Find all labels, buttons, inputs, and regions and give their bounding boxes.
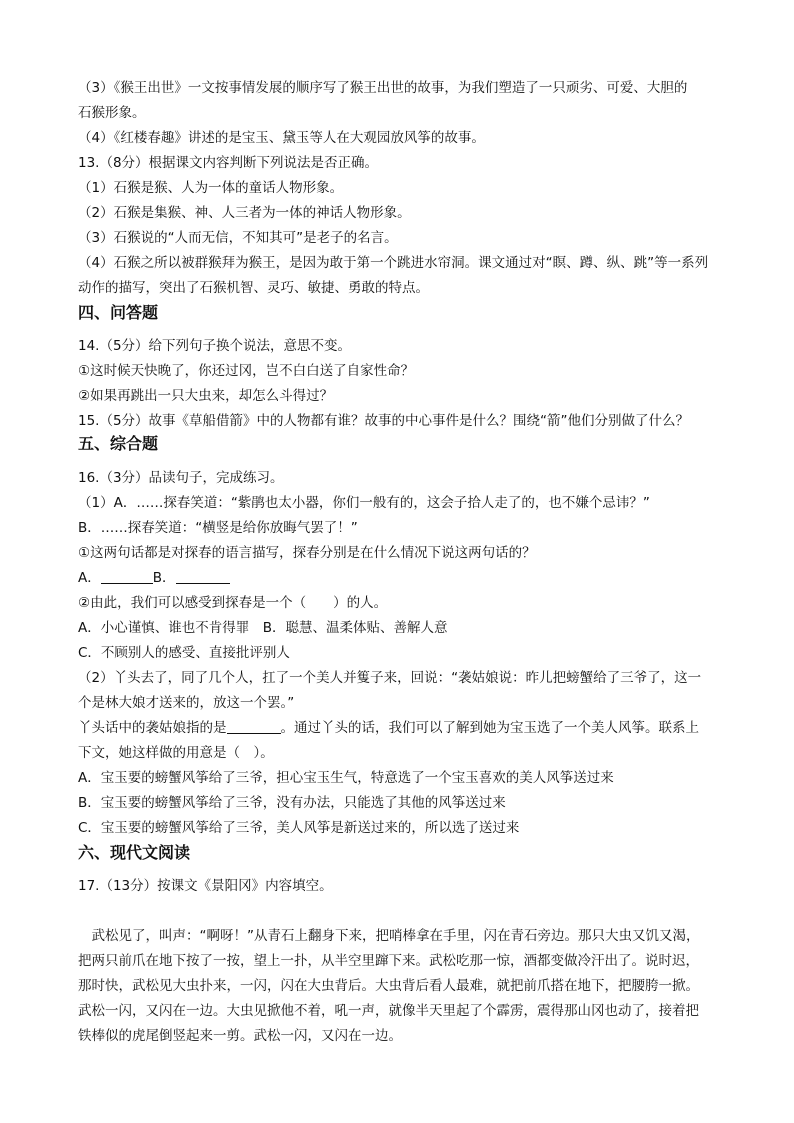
answer-blank[interactable] [227, 719, 281, 734]
passage-line: 武松一闪，又闪在一边。大虫见掀他不着，吼一声，就像半天里起了个霹雳，震得那山冈也动了，接着把 [78, 1003, 699, 1019]
text-line: ①这两句话都是对探春的语言描写，探春分别是在什么情况下说这两句话的？ [78, 545, 536, 561]
passage-line: 把两只前爪在地下按了一按，望上一扑，从半空里蹿下来。武松吃那一惊，酒都变做冷汗出了。说时迟， [78, 953, 699, 969]
text-line: （3）《猴王出世》一文按事情发展的顺序写了猴王出世的故事，为我们塑造了一只顽劣、可爱、大胆的 [78, 80, 688, 96]
question-15: 15.（5分）故事《草船借箭》中的人物都有谁？故事的中心事件是什么？围绕“箭”他们分别做了什么？ [78, 413, 690, 429]
text-line: 石猴形象。 [78, 105, 146, 121]
question-16: 16.（3分）品读句子，完成练习。 [78, 470, 284, 486]
text-line: 下文，她这样做的用意是（ ）。 [78, 745, 274, 761]
text-line: （1）石猴是猴、人为一体的童话人物形象。 [78, 180, 344, 196]
choice-line: B．宝玉要的螃蟹风筝给了三爷，没有办法，只能选了其他的风筝送过来 [78, 795, 506, 811]
text-line: （1）A．……探春笑道：“紫鹃也太小器，你们一般有的，这会子拾人走了的，也不嫌个忌讳？” [78, 495, 650, 511]
passage-line: 武松见了，叫声：“啊呀！”从青石上翻身下来，把哨棒拿在手里，闪在青石旁边。那只大虫又饥又渴， [78, 928, 700, 944]
question-13: 13.（8分）根据课文内容判断下列说法是否正确。 [78, 155, 379, 171]
text-segment: 丫头话中的袭姑娘指的是 [78, 720, 227, 736]
fill-blank-line [78, 718, 699, 738]
question-14: 14.（5分）给下列句子换个说法，意思不变。 [78, 338, 352, 354]
answer-blank-b[interactable] [176, 569, 230, 584]
section-heading-5: 五、综合题 [78, 434, 159, 453]
answer-blanks-line [78, 568, 230, 588]
section-heading-6: 六、现代文阅读 [78, 843, 191, 862]
text-segment: 。通过丫头的话，我们可以了解到她为宝玉选了一个美人风筝。联系上 [280, 720, 699, 736]
text-line: ②由此，我们可以感受到探春是一个（ ）的人。 [78, 595, 388, 611]
text-line: （2）丫头去了，同了几个人，扛了一个美人并篗子来，回说：“袭姑娘说：昨儿把螃蟹给了三爷了，这一 [78, 670, 702, 686]
text-line: （4）石猴之所以被群猴拜为猴王，是因为敢于第一个跳进水帘洞。课文通过对“瞑、蹲、纵、跳”等一系列 [78, 255, 709, 271]
text-line: （4）《红楼春趣》讲述的是宝玉、黛玉等人在大观园放风筝的故事。 [78, 130, 485, 146]
choice-line: C．宝玉要的螃蟹风筝给了三爷，美人风筝是新送过来的，所以选了送过来 [78, 820, 520, 836]
question-17: 17.（13分）按课文《景阳冈》内容填空。 [78, 878, 333, 894]
passage-line: 那时快，武松见大虫扑来，一闪，闪在大虫背后。大虫背后看人最难，就把前爪搭在地下，把腰胯一掀。 [78, 978, 699, 994]
passage-line: 铁棒似的虎尾倒竖起来一剪。武松一闪，又闪在一边。 [78, 1028, 402, 1044]
text-line: B．……探春笑道：“横竖是给你放晦气罢了！” [78, 520, 358, 536]
text-line: ②如果再跳出一只大虫来，却怎么斗得过？ [78, 388, 334, 404]
choice-line: A．小心谨慎、谁也不肯得罪 B．聪慧、温柔体贴、善解人意 [78, 620, 448, 636]
choice-line: C．不顾别人的感受、直接批评别人 [78, 645, 290, 661]
text-line: （3）石猴说的“人而无信，不知其可”是老子的名言。 [78, 230, 398, 246]
section-heading-4: 四、问答题 [78, 303, 159, 322]
text-line: ①这时候天快晚了，你还过冈，岂不白白送了自家性命？ [78, 363, 415, 379]
option-label-b: B． [152, 570, 176, 586]
text-line: 动作的描写，突出了石猴机智、灵巧、敏捷、勇敢的特点。 [78, 280, 429, 296]
answer-blank-a[interactable] [101, 569, 153, 584]
choice-line: A．宝玉要的螃蟹风筝给了三爷，担心宝玉生气，特意选了一个宝玉喜欢的美人风筝送过来 [78, 770, 614, 786]
text-line: 个是林大娘才送来的，放这一个罢。” [78, 695, 295, 711]
text-line: （2）石猴是集猴、神、人三者为一体的神话人物形象。 [78, 205, 411, 221]
option-label-a: A． [78, 570, 101, 586]
